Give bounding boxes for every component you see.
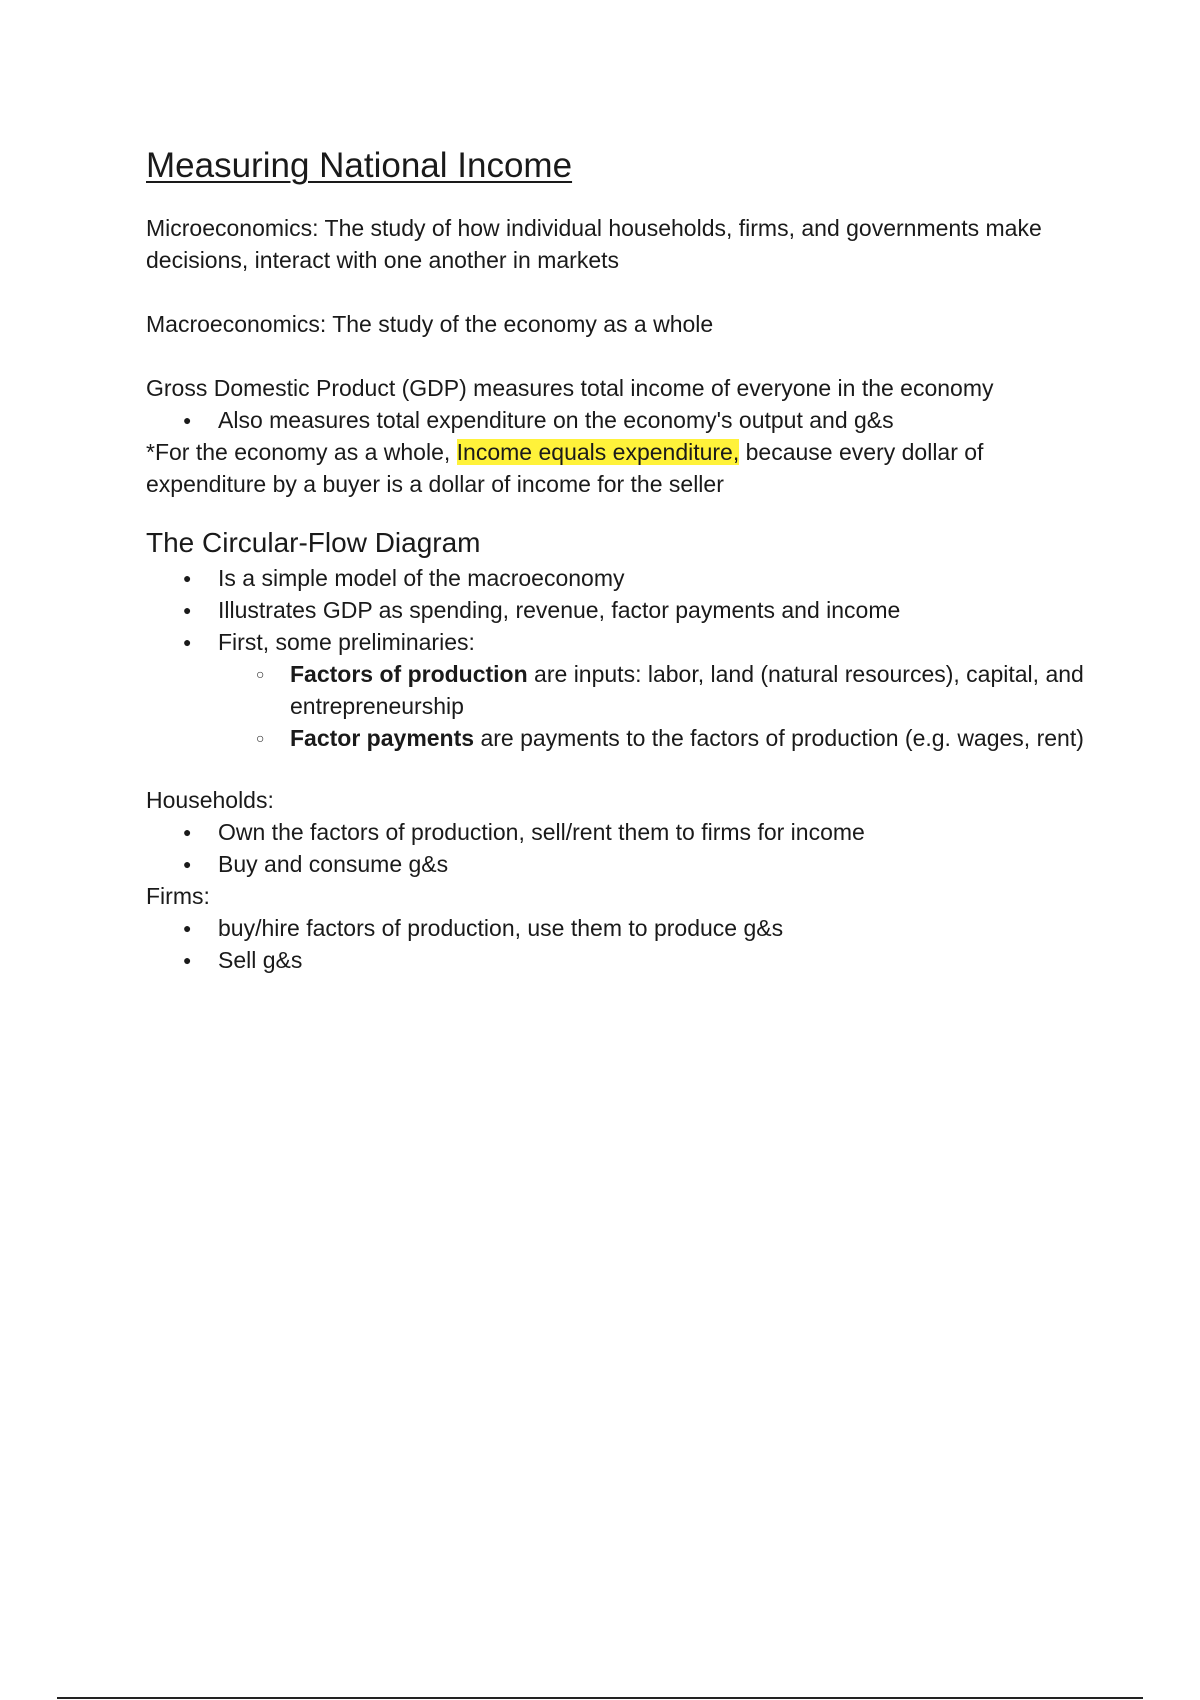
households-bullet-list <box>146 816 1106 880</box>
list-item-text: Is a simple model of the macroeconomy <box>218 565 625 591</box>
list-item <box>146 848 1106 880</box>
firms-bullet-list <box>146 912 1106 976</box>
list-item <box>146 626 1106 754</box>
households-label: Households: <box>146 787 274 813</box>
term-factor-payments: Factor payments <box>290 725 475 751</box>
list-item-text: Own the factors of production, sell/rent them to firms for income <box>218 819 865 845</box>
gdp-note <box>146 436 1106 500</box>
list-item <box>146 594 1106 626</box>
list-item <box>146 816 1106 848</box>
page-bottom-rule <box>57 1697 1143 1699</box>
term-definition: are inputs: labor, land (natural resources), capital, and entrepreneurship <box>290 661 1084 719</box>
list-item-text: Also measures total expenditure on the economy's output and g&s <box>218 407 894 433</box>
sub-list-item <box>146 658 1106 722</box>
document-body <box>146 142 1106 976</box>
list-item-text: Sell g&s <box>218 947 303 973</box>
list-item <box>146 404 1106 436</box>
note-text-before: *For the economy as a whole, <box>146 439 457 465</box>
spacer <box>146 754 1106 784</box>
section-heading-circular-flow: The Circular-Flow Diagram <box>146 527 481 558</box>
preliminaries-sublist <box>218 658 1106 754</box>
macroeconomics-definition: Macroeconomics: The study of the economy as a whole <box>146 311 714 337</box>
term-factors-of-production: Factors of production <box>290 661 528 687</box>
spacer <box>146 500 1106 524</box>
term-definition: are payments to the factors of production (e.g. wages, rent) <box>474 725 1084 751</box>
microeconomics-definition: Microeconomics: The study of how individual households, firms, and governments make decisions, interact with one another in markets <box>146 215 1042 273</box>
firms-label: Firms: <box>146 883 210 909</box>
circular-flow-bullet-list <box>146 562 1106 754</box>
list-item <box>146 944 1106 976</box>
sub-list-item <box>146 722 1106 754</box>
highlighted-text: Income equals expenditure, <box>456 439 740 465</box>
gdp-bullet-list <box>146 404 1106 436</box>
gdp-definition: Gross Domestic Product (GDP) measures total income of everyone in the economy <box>146 375 994 401</box>
spacer <box>146 276 1106 308</box>
list-item-text: Illustrates GDP as spending, revenue, factor payments and income <box>218 597 901 623</box>
list-item <box>146 562 1106 594</box>
list-item-text: First, some preliminaries: <box>218 629 475 655</box>
note-text-after: because every dollar of expenditure by a buyer is a dollar of income for the seller <box>146 439 984 497</box>
spacer <box>146 340 1106 372</box>
page-title: Measuring National Income <box>146 146 573 185</box>
list-item <box>146 912 1106 944</box>
list-item-text: buy/hire factors of production, use them to produce g&s <box>218 915 784 941</box>
list-item-text: Buy and consume g&s <box>218 851 449 877</box>
